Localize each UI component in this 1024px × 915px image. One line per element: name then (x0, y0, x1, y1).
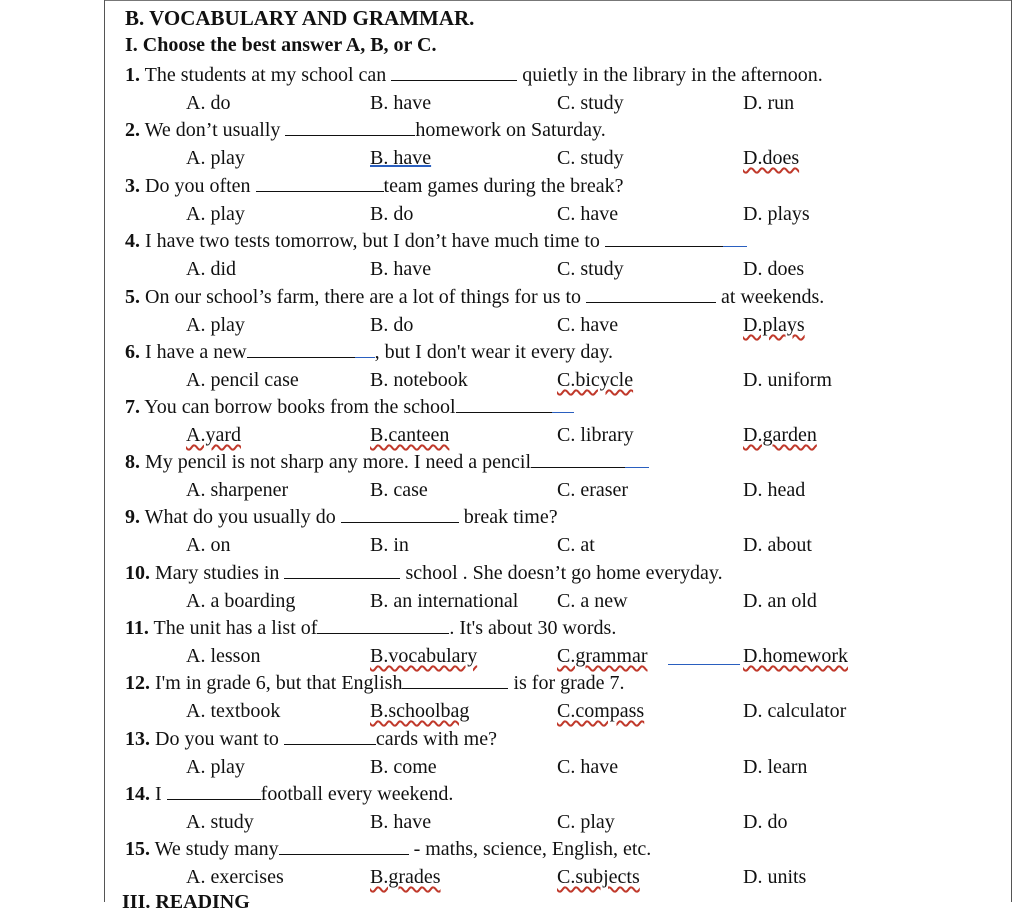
question-number: 9. (125, 506, 140, 528)
option-b[interactable]: B.schoolbag (370, 700, 470, 722)
option-d[interactable]: D. uniform (743, 369, 832, 391)
answer-blank[interactable] (317, 615, 449, 634)
question-number: 5. (125, 286, 140, 308)
option-a[interactable]: A.yard (186, 424, 241, 446)
answer-blank[interactable] (605, 228, 723, 247)
question-number: 8. (125, 451, 140, 473)
question-5 (125, 284, 824, 310)
answer-blank-mark (355, 339, 375, 358)
option-d[interactable]: D. does (743, 258, 805, 280)
page-border-top (104, 0, 1012, 1)
option-b[interactable]: B. case (370, 479, 428, 501)
question-number: 1. (125, 64, 140, 86)
question-1 (125, 62, 823, 88)
option-c[interactable]: C. play (557, 811, 615, 833)
option-b[interactable]: B. an international (370, 590, 519, 612)
option-d[interactable]: D. run (743, 92, 795, 114)
question-number: 2. (125, 119, 140, 141)
answer-blank[interactable] (341, 504, 459, 523)
question-13 (125, 726, 497, 752)
answer-blank[interactable] (456, 394, 552, 413)
question-number: 15. (125, 838, 150, 860)
option-b[interactable]: B. have (370, 811, 432, 833)
option-c[interactable]: C.compass (557, 700, 645, 722)
question-number: 12. (125, 672, 150, 694)
question-text-before: Mary studies in (155, 562, 280, 584)
highlight-underline (668, 643, 740, 665)
option-b[interactable]: B. do (370, 314, 414, 336)
option-b[interactable]: B.grades (370, 866, 441, 888)
question-number: 4. (125, 230, 140, 252)
option-d[interactable]: D. learn (743, 756, 808, 778)
option-a[interactable]: A. pencil case (186, 369, 299, 391)
option-a[interactable]: A. on (186, 534, 231, 556)
question-text-before: The unit has a list of (153, 617, 318, 639)
question-text-before: I (155, 783, 162, 805)
option-d[interactable]: D.plays (743, 314, 805, 336)
option-c[interactable]: C. a new (557, 590, 628, 612)
question-text-before: We study many (154, 838, 279, 860)
option-a[interactable]: A. play (186, 203, 245, 225)
option-a[interactable]: A. do (186, 92, 231, 114)
option-b[interactable]: B. notebook (370, 369, 468, 391)
option-c[interactable]: C. eraser (557, 479, 629, 501)
option-b[interactable]: B. have (370, 147, 432, 169)
question-4 (125, 228, 747, 254)
option-c[interactable]: C. have (557, 756, 619, 778)
question-text-after: cards with me? (375, 728, 497, 750)
question-2 (125, 117, 606, 143)
option-c[interactable]: C.bicycle (557, 369, 634, 391)
answer-blank[interactable] (531, 449, 625, 468)
page-border-left (104, 0, 105, 902)
option-d[interactable]: D.does (743, 147, 800, 169)
question-number: 7. (125, 396, 140, 418)
option-a[interactable]: A. did (186, 258, 236, 280)
option-b[interactable]: B. have (370, 258, 432, 280)
option-a[interactable]: A. lesson (186, 645, 261, 667)
question-text-before: Do you want to (155, 728, 279, 750)
question-text-before: You can borrow books from the school (144, 396, 456, 418)
question-text-before: I have a new (145, 341, 247, 363)
question-12 (125, 670, 625, 696)
option-c[interactable]: C. have (557, 314, 619, 336)
question-8 (125, 449, 649, 475)
exercise-instruction: I. Choose the best answer A, B, or C. (125, 34, 437, 56)
option-a[interactable]: A. play (186, 147, 245, 169)
option-a[interactable]: A. play (186, 756, 245, 778)
option-a[interactable]: A. play (186, 314, 245, 336)
question-text-before: We don’t usually (144, 119, 281, 141)
question-text-before: My pencil is not sharp any more. I need a pencil (145, 451, 531, 473)
answer-blank[interactable] (167, 781, 261, 800)
option-b[interactable]: B. do (370, 203, 414, 225)
answer-blank[interactable] (284, 560, 400, 579)
answer-blank-mark (552, 394, 574, 413)
option-c[interactable]: C.subjects (557, 866, 640, 888)
question-text-before: Do you often (145, 175, 251, 197)
option-c[interactable]: C. at (557, 534, 595, 556)
question-10 (125, 560, 723, 586)
question-number: 14. (125, 783, 150, 805)
option-b[interactable]: B. have (370, 92, 432, 114)
question-text-after: at weekends. (721, 286, 825, 308)
option-b[interactable]: B.canteen (370, 424, 450, 446)
option-a[interactable]: A. textbook (186, 700, 281, 722)
question-text-after: team games during the break? (383, 175, 624, 197)
question-text-after: , but I don't wear it every day. (374, 341, 613, 363)
question-15 (125, 836, 651, 862)
option-c[interactable]: C. study (557, 92, 624, 114)
question-6 (125, 339, 613, 365)
page-border-right (1011, 0, 1012, 902)
option-d[interactable]: D. about (743, 534, 812, 556)
question-number: 10. (125, 562, 150, 584)
next-section-heading: III. READING (122, 891, 250, 913)
question-number: 11. (125, 617, 149, 639)
question-text-before: I'm in grade 6, but that English (155, 672, 403, 694)
question-14 (125, 781, 453, 807)
question-text-after: . It's about 30 words. (449, 617, 617, 639)
question-text-before: I have two tests tomorrow, but I don’t have much time to (145, 230, 600, 252)
question-text-after: break time? (463, 506, 558, 528)
answer-blank-mark (723, 228, 747, 247)
option-d[interactable]: D.garden (743, 424, 817, 446)
option-a[interactable]: A. a boarding (186, 590, 296, 612)
option-d[interactable]: D. units (743, 866, 807, 888)
question-7 (125, 394, 574, 420)
option-a[interactable]: A. exercises (186, 866, 284, 888)
question-text-before: The students at my school can (144, 64, 387, 86)
option-c[interactable]: C.grammar (557, 645, 648, 667)
option-c[interactable]: C. have (557, 203, 619, 225)
answer-blank[interactable] (284, 726, 376, 745)
answer-blank[interactable] (402, 670, 508, 689)
question-11 (125, 615, 616, 641)
option-d[interactable]: D. calculator (743, 700, 847, 722)
option-b[interactable]: B.vocabulary (370, 645, 478, 667)
option-d[interactable]: D.homework (743, 645, 848, 667)
question-text-after: homework on Saturday. (415, 119, 606, 141)
answer-blank[interactable] (256, 173, 384, 192)
option-b[interactable]: B. come (370, 756, 437, 778)
option-c[interactable]: C. study (557, 258, 624, 280)
question-text-before: What do you usually do (144, 506, 336, 528)
option-d[interactable]: D. an old (743, 590, 817, 612)
option-c[interactable]: C. study (557, 147, 624, 169)
question-number: 13. (125, 728, 150, 750)
question-text-after: - maths, science, English, etc. (413, 838, 652, 860)
question-number: 3. (125, 175, 140, 197)
question-text-after: school . She doesn’t go home everyday. (405, 562, 723, 584)
question-9 (125, 504, 558, 530)
answer-blank[interactable] (279, 836, 409, 855)
option-d[interactable]: D. plays (743, 203, 810, 225)
question-text-after: quietly in the library in the afternoon. (522, 64, 823, 86)
answer-blank[interactable] (285, 117, 415, 136)
answer-blank[interactable] (391, 62, 517, 81)
option-d[interactable]: D. head (743, 479, 806, 501)
option-b[interactable]: B. in (370, 534, 409, 556)
question-text-after: football every weekend. (260, 783, 454, 805)
question-number: 6. (125, 341, 140, 363)
option-c[interactable]: C. library (557, 424, 634, 446)
answer-blank[interactable] (247, 339, 355, 358)
section-title: B. VOCABULARY AND GRAMMAR. (125, 6, 475, 30)
answer-blank[interactable] (586, 284, 716, 303)
answer-blank-mark (625, 449, 649, 468)
option-d[interactable]: D. do (743, 811, 788, 833)
question-text-after: is for grade 7. (513, 672, 625, 694)
option-a[interactable]: A. sharpener (186, 479, 289, 501)
question-text-before: On our school’s farm, there are a lot of things for us to (145, 286, 582, 308)
question-3 (125, 173, 623, 199)
option-a[interactable]: A. study (186, 811, 254, 833)
